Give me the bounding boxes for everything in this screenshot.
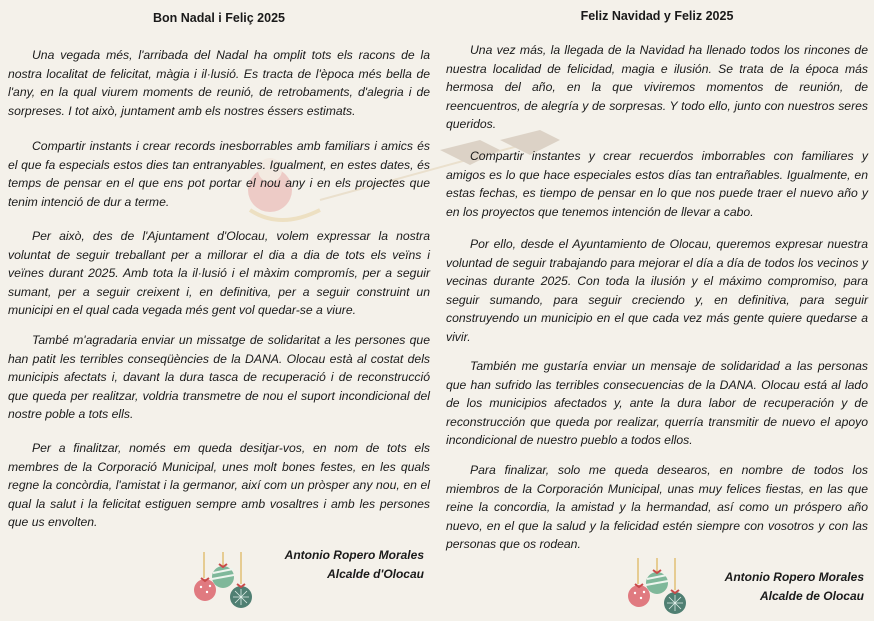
paragraph: Per a finalitzar, només em queda desitjar-vos, en nom de tots els membres de la Corporació Municipal, unes molt bones festes, en les quals regne la concòrdia, l'amistat i la germanor, així com un pròsper any nou, en el qual la salut i la felicitat estiguen sempre amb vosaltres i amb les persones que us envolten. — [8, 441, 430, 529]
christmas-ornaments-icon — [626, 558, 690, 618]
signature-role: Alcalde de Olocau — [759, 589, 864, 603]
paragraph: Por ello, desde el Ayuntamiento de Olocau, queremos expresar nuestra voluntad de seguir trabajando para mejorar el día a día de todos los vecinos y vecinas durante 2025. Con toda la ilusión y el máximo compromiso, para seguir sumando, para seguir creciendo y, en definitiva, para seguir construyendo un municipio en el que cada vez más gente quiere quedarse a vivir. — [446, 237, 868, 344]
christmas-ornaments-icon — [192, 552, 256, 612]
paragraph: Compartir instants i crear records inesborrables amb familiars i amics és el que fa especials estos dies tan entranyables. Igualment, en estes dates, és temps de pensar en el que ens pot portar el nou any i en els projectes que tenim intenció de dur a terme. — [8, 139, 430, 209]
paragraph: Para finalizar, solo me queda desearos, en nombre de todos los miembros de la Corporación Municipal, unas muy felices fiestas, en las que reine la concordia, la amistad y la hermandad, así como un próspero año nuevo, en el que la salud y la felicidad estén siempre con vosotros y con las personas que os rodean. — [446, 463, 868, 551]
paragraph: Una vegada més, l'arribada del Nadal ha omplit tots els racons de la nostra localitat de felicitat, màgia i il·lusió. Es tracta de l'època més bella de l'any, en la qual viurem moments de reunió, de retrobaments, d'alegria i de sorpreses. I tot això, juntament amb els nostres éssers estimats. — [8, 48, 430, 118]
signature — [285, 546, 424, 584]
signature-name: Antonio Ropero Morales — [724, 570, 864, 584]
signature-role: Alcalde d'Olocau — [327, 567, 424, 581]
paragraph: També m'agradaria enviar un missatge de solidaritat a les persones que han patit les terribles conseqüències de la DANA. Olocau està al costat dels municipis afectats i, davant la dura tasca de recuperació i de reconstrucció que queda per realitzar, voldria transmetre de nou el suport incondicional del nostre poble a tots ells. — [8, 333, 430, 421]
signature-name: Antonio Ropero Morales — [284, 548, 424, 562]
letter-title: Bon Nadal i Feliç 2025 — [153, 11, 285, 25]
paragraph: Una vez más, la llegada de la Navidad ha llenado todos los rincones de nuestra localidad de felicidad, magia e ilusión. Se trata de la época más hermosa del año, en la que viviremos momentos de reunión, de reencuentros, de alegría y de sorpresas. Y todo ello, junto con nuestros seres queridos. — [446, 43, 868, 131]
paragraph: Compartir instantes y crear recuerdos imborrables con familiares y amigos es lo que hace especiales estos días tan entrañables. Igualmente, en estas fechas, es tiempo de pensar en lo que nos puede traer el nuevo año y en los proyectos que tenemos intención de llevar a cabo. — [446, 149, 868, 219]
signature — [725, 568, 864, 606]
paragraph: También me gustaría enviar un mensaje de solidaridad a las personas que han sufrido las terribles consecuencias de la DANA. Olocau está al lado de los municipios afectados y, ante la dura labor de recuperación y de reconstrucción que queda por realizar, querría transmitir de nuevo el apoyo incondicional de nuestro pueblo a todos ellos. — [446, 359, 868, 447]
paragraph: Per això, des de l'Ajuntament d'Olocau, volem expressar la nostra voluntat de seguir treballant per a millorar el dia a dia de tots els veïns i veïnes durant 2025. Amb tota la il·lusió i el màxim compromís, per a seguir sumant, per a seguir creixent i, en definitiva, per a seguir construint un municipi en el qual cada vegada més gent vol quedar-se a viure. — [8, 229, 430, 317]
letter-title: Feliz Navidad y Feliz 2025 — [580, 9, 734, 23]
